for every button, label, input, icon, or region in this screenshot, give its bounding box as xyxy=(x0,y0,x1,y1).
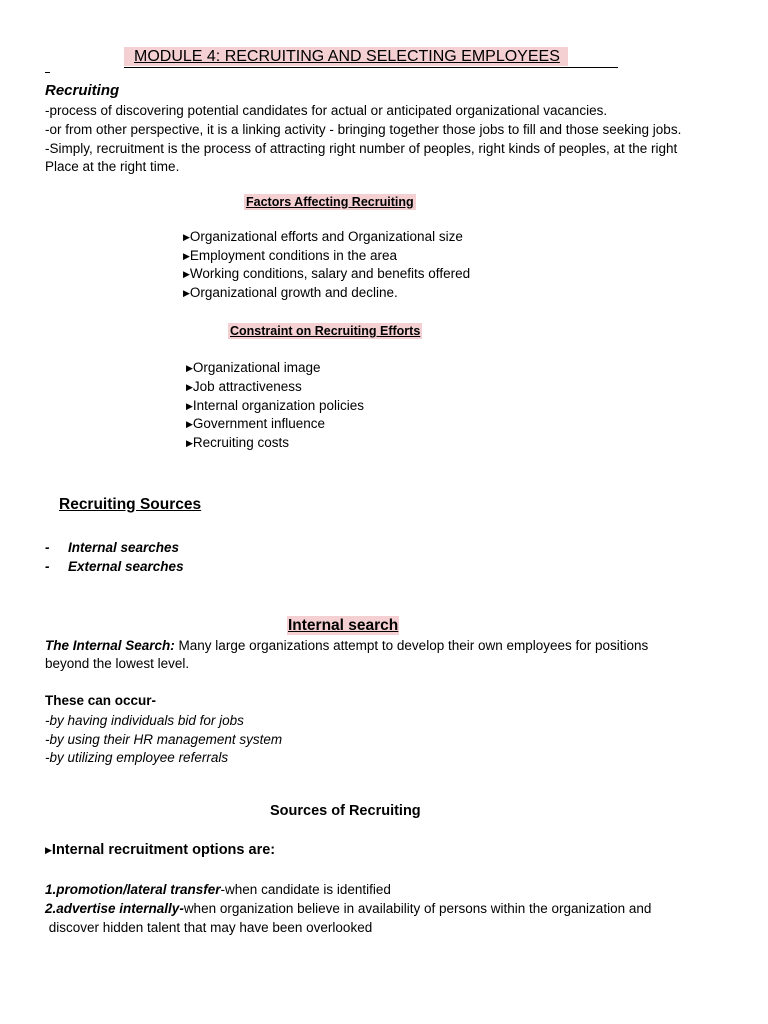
factor-text: Organizational growth and decline. xyxy=(189,285,398,300)
constraint-text: Job attractiveness xyxy=(192,379,302,394)
source-text: Internal searches xyxy=(68,540,180,555)
constraint-item xyxy=(186,378,302,397)
sources-of-recruiting-heading: Sources of Recruiting xyxy=(270,803,421,819)
internal-search-heading: Internal search xyxy=(288,617,399,634)
option-item xyxy=(45,881,391,900)
internal-search-lead-cont: beyond the lowest level. xyxy=(45,656,190,671)
occur-heading: These can occur- xyxy=(45,693,157,708)
constraint-item xyxy=(186,434,289,453)
recruiting-line: -or from other perspective, it is a linking activity - bringing together those jobs to fill and those seeking jobs. xyxy=(45,122,682,137)
constraints-heading: Constraint on Recruiting Efforts xyxy=(230,324,421,338)
bullet-arrow-icon: ▶ xyxy=(45,845,52,855)
bullet-arrow-icon: ▶ xyxy=(186,363,193,373)
constraint-text: Government influence xyxy=(192,416,325,431)
factor-text: Working conditions, salary and benefits offered xyxy=(189,266,471,281)
option-text: when organization believe in availability of persons within the organization and xyxy=(183,901,652,916)
recruiting-line: -Simply, recruitment is the process of attracting right number of peoples, right kinds of peoples, at the right xyxy=(45,141,678,156)
constraint-text: Internal organization policies xyxy=(192,398,365,413)
bullet-arrow-icon: ▶ xyxy=(186,382,193,392)
recruiting-line: -process of discovering potential candidates for actual or anticipated organizational vacancies. xyxy=(45,103,608,118)
recruiting-heading: Recruiting xyxy=(45,82,120,99)
internal-options-heading-text: Internal recruitment options are: xyxy=(51,842,276,858)
source-item xyxy=(45,539,179,558)
internal-search-lead-label: The Internal Search: xyxy=(45,638,175,653)
module-title xyxy=(124,47,618,68)
option-text: -when candidate is identified xyxy=(220,882,391,897)
internal-search-lead xyxy=(45,637,648,656)
constraint-item xyxy=(186,415,325,434)
bullet-arrow-icon: ▶ xyxy=(183,232,190,242)
occur-item: -by having individuals bid for jobs xyxy=(45,713,244,728)
constraint-text: Organizational image xyxy=(192,360,321,375)
source-text: External searches xyxy=(68,559,184,574)
option-label: 1.promotion/lateral transfer xyxy=(45,882,221,897)
occur-item: -by using their HR management system xyxy=(45,732,283,747)
factor-text: Organizational efforts and Organizational size xyxy=(189,229,463,244)
factor-item xyxy=(183,228,463,247)
recruiting-line: Place at the right time. xyxy=(45,159,180,174)
option-item-cont: discover hidden talent that may have been overlooked xyxy=(45,920,373,935)
constraint-item xyxy=(186,397,364,416)
stray-underline-mark xyxy=(45,72,50,73)
option-item xyxy=(45,900,651,919)
bullet-arrow-icon: ▶ xyxy=(186,438,193,448)
factor-item xyxy=(183,247,397,266)
bullet-arrow-icon: ▶ xyxy=(186,419,193,429)
bullet-arrow-icon: ▶ xyxy=(186,401,193,411)
factors-heading: Factors Affecting Recruiting xyxy=(246,195,414,209)
dash-marker: - xyxy=(45,540,50,555)
constraint-text: Recruiting costs xyxy=(192,435,289,450)
bullet-arrow-icon: ▶ xyxy=(183,288,190,298)
bullet-arrow-icon: ▶ xyxy=(183,269,190,279)
sources-heading: Recruiting Sources xyxy=(59,496,202,513)
internal-search-lead-text: Many large organizations attempt to develop their own employees for positions xyxy=(174,638,649,653)
occur-item: -by utilizing employee referrals xyxy=(45,750,229,765)
factor-text: Employment conditions in the area xyxy=(189,248,398,263)
factor-item xyxy=(183,284,398,303)
constraint-item xyxy=(186,359,321,378)
dash-marker: - xyxy=(45,559,50,574)
factor-item xyxy=(183,265,470,284)
source-item xyxy=(45,558,184,577)
module-title-text: MODULE 4: RECRUITING AND SELECTING EMPLOYEES xyxy=(134,48,560,65)
internal-options-heading xyxy=(45,842,275,858)
bullet-arrow-icon: ▶ xyxy=(183,251,190,261)
option-label: 2.advertise internally- xyxy=(45,901,184,916)
